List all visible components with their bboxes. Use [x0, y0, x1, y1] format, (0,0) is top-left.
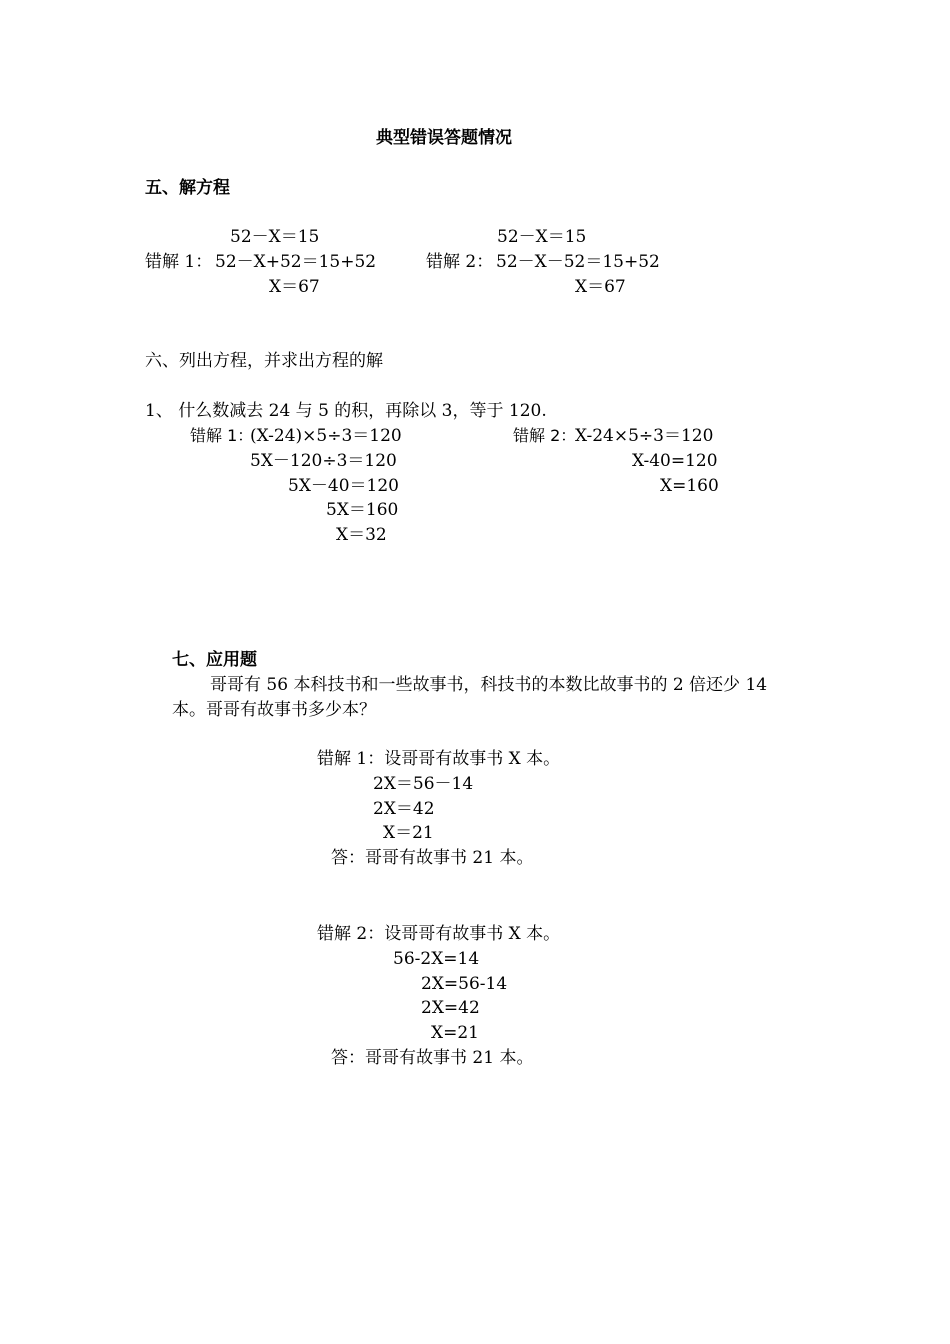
s5-error1-line2: 52－X+52＝15+52 [215, 252, 377, 272]
s5-error1-line1: 52－X＝15 [230, 227, 320, 247]
s7-error1-line2: 2X＝56－14 [373, 774, 474, 794]
s6-error1-line3: 5X－40＝120 [288, 476, 399, 496]
s6-error2-line1: X-24×5÷3＝120 [575, 426, 714, 446]
s7-error1-line3: 2X＝42 [373, 799, 435, 819]
s7-error2-line5: X=21 [431, 1023, 479, 1043]
s7-error2-line1: 错解 2：设哥哥有故事书 X 本。 [317, 924, 561, 944]
s7-error1-answer: 答：哥哥有故事书 21 本。 [331, 848, 534, 868]
s6-error2-line3: X=160 [660, 476, 719, 496]
s7-error2-line3: 2X=56-14 [421, 974, 508, 994]
section5-heading: 五、解方程 [145, 178, 230, 198]
s7-error1-line4: X＝21 [383, 823, 434, 843]
section6-heading: 六、列出方程，并求出方程的解 [145, 351, 383, 371]
s6-error2-label: 错解 2： [513, 426, 577, 445]
s7-error2-answer: 答：哥哥有故事书 21 本。 [331, 1048, 534, 1068]
section7-heading: 七、应用题 [172, 650, 257, 670]
s7-problem-line1: 哥哥有 56 本科技书和一些故事书，科技书的本数比故事书的 2 倍还少 14 [210, 675, 768, 695]
s7-problem-line2: 本。哥哥有故事书多少本？ [172, 700, 376, 720]
s6-error1-line4: 5X＝160 [326, 500, 399, 520]
s7-error1-line1: 错解 1：设哥哥有故事书 X 本。 [317, 749, 561, 769]
s7-error2-line2: 56-2X=14 [393, 949, 480, 969]
page-title: 典型错误答题情况 [376, 128, 512, 148]
s5-error1-label: 错解 1： [145, 252, 213, 272]
s6-error1-line2: 5X－120÷3＝120 [250, 451, 397, 471]
s6-error1-label: 错解 1： [190, 426, 254, 445]
s6-error1-line1: (X-24)×5÷3＝120 [250, 426, 402, 446]
s5-error2-label: 错解 2： [426, 252, 494, 272]
s5-error2-line1: 52－X＝15 [497, 227, 587, 247]
s5-error2-line3: X＝67 [575, 277, 626, 297]
s6-error2-line2: X-40=120 [632, 451, 718, 471]
s5-error1-line3: X＝67 [269, 277, 320, 297]
s6-error1-line5: X＝32 [336, 525, 387, 545]
s7-error2-line4: 2X=42 [421, 998, 480, 1018]
s5-error2-line2: 52－X－52＝15+52 [496, 252, 660, 272]
s6-question: 1、 什么数减去 24 与 5 的积，再除以 3，等于 120. [145, 401, 547, 421]
